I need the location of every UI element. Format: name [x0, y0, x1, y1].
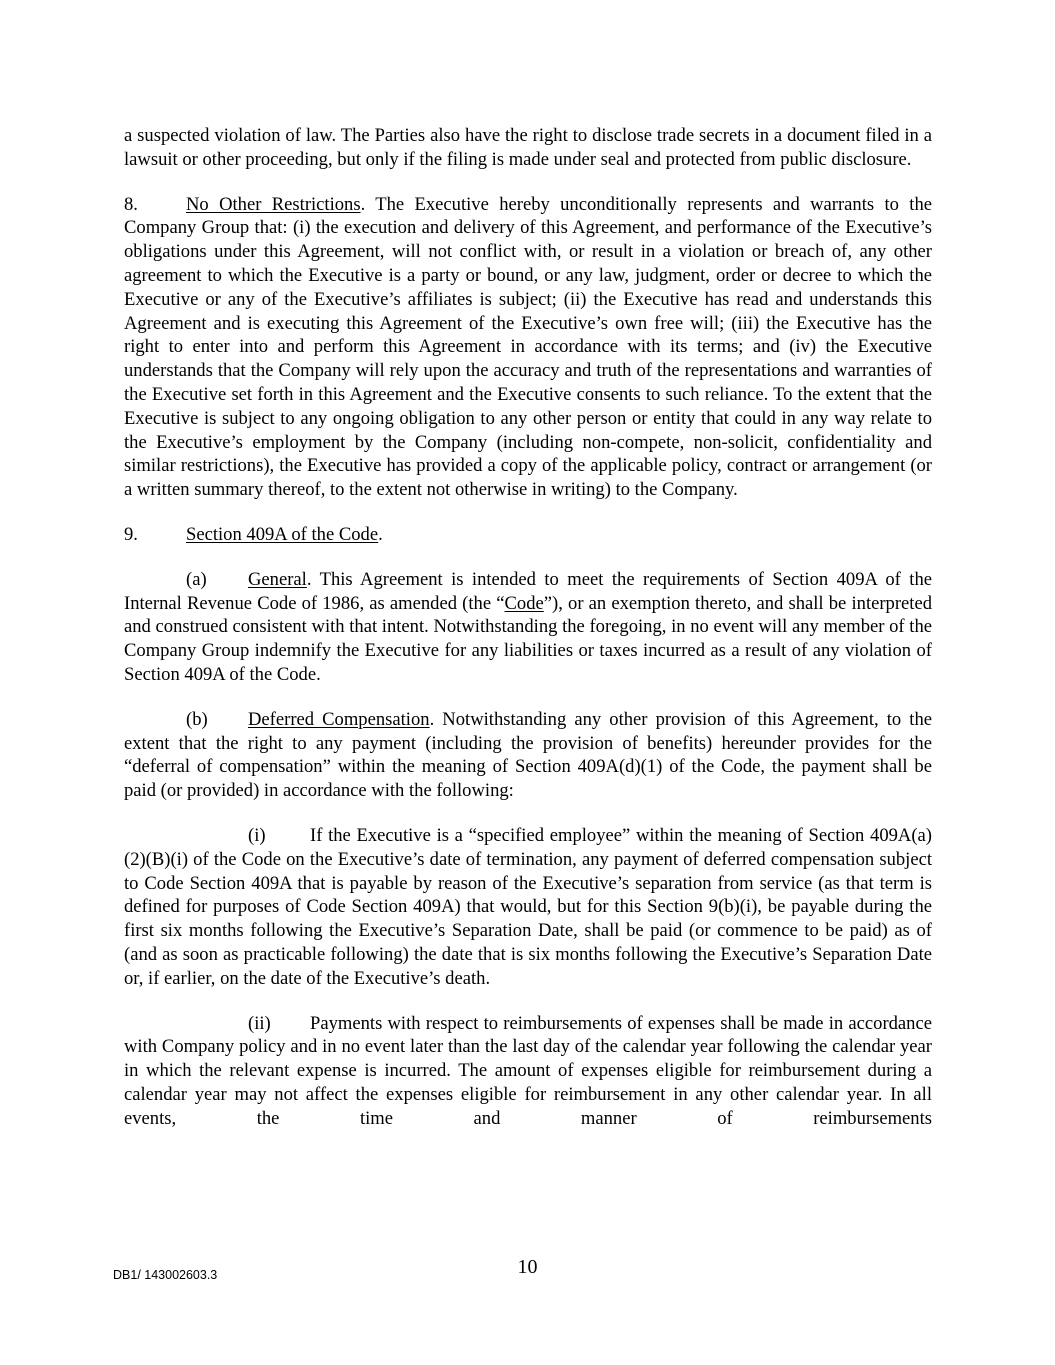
- section-9b-ii-number: (ii): [248, 1012, 271, 1034]
- section-9-number: 9.: [124, 523, 138, 545]
- section-9a-body-1: . This Agreement is intended to meet the requirements of Section 409A of the Internal Revenue Code of 1986, as amended (the “: [124, 568, 932, 614]
- section-9b-i: [124, 824, 932, 991]
- section-9b-i-number: (i): [248, 824, 266, 846]
- document-body: [124, 124, 932, 1130]
- section-9a-heading: General: [248, 568, 307, 590]
- section-9-heading: Section 409A of the Code: [186, 523, 379, 545]
- section-9b-i-body: If the Executive is a “specified employee” within the meaning of Section 409A(a)(2)(B)(i) of the Code on the Executive’s date of termination, any payment of deferred compensation subject to Code Section 409A that is payable by reason of the Executive’s separation from service (as that term is defined for purposes of Code Section 409A) that would, but for this Section 9(b)(i), be payable during the first six months following the Executive’s Separation Date, shall be paid (or commence to be paid) as of (and as soon as practicable following) the date that is six months following the Executive’s Separation Date or, if earlier, on the date of the Executive’s death.: [124, 824, 932, 989]
- section-9-heading-line: [124, 523, 932, 547]
- section-9b-ii-body: Payments with respect to reimbursements of expenses shall be made in accordance with Company policy and in no event later than the last day of the calendar year following the calendar year in which the relevant expense is incurred. The amount of expenses eligible for reimbursement during a calendar year may not affect the expenses eligible for reimbursement in any other calendar year. In all events, the time and manner of reimbursements: [124, 1012, 932, 1129]
- section-8-heading: No Other Restrictions: [186, 193, 361, 215]
- section-9b-ii: [124, 1012, 932, 1131]
- section-9b-number: (b): [186, 708, 208, 730]
- section-8: [124, 193, 932, 502]
- section-8-body: . The Executive hereby unconditionally represents and warrants to the Company Group that: (i) the execution and delivery of this Agreement, and performance of the Executive’s obligations under this Agreement, will not conflict with, or result in a violation or breach of, any other agreement to which the Executive is a party or bound, or any law, judgment, order or decree to which the Executive or any of the Executive’s affiliates is subject; (ii) the Executive has read and understands this Agreement and is executing this Agreement of the Executive’s own free will; (iii) the Executive has the right to enter into and perform this Agreement in accordance with its terms; and (iv) the Executive understands that the Company will rely upon the accuracy and truth of the representations and warranties of the Executive set forth in this Agreement and the Executive consents to such reliance. To the extent that the Executive is subject to any ongoing obligation to any other person or entity that could in any way relate to the Executive’s employment by the Company (including non-compete, non-solicit, confidentiality and similar restrictions), the Executive has provided a copy of the applicable policy, contract or arrangement (or a written summary thereof, to the extent not otherwise in writing) to the Company.: [124, 193, 933, 501]
- section-9a-body-2: ”), or an exemption thereto, and shall be interpreted and construed consistent with that intent. Notwithstanding the foregoing, in no event will any member of the Company Group indemnify the Executive for any liabilities or taxes incurred as a result of any violation of Section 409A of the Code.: [124, 592, 933, 685]
- continuation-text: a suspected violation of law. The Parties also have the right to disclose trade secrets in a document filed in a lawsuit or other proceeding, but only if the filing is made under seal and protected from public disclosure.: [124, 125, 932, 170]
- section-9a-number: (a): [186, 568, 207, 590]
- section-8-number: 8.: [124, 193, 138, 215]
- document-id: DB1/ 143002603.3: [113, 1268, 218, 1282]
- page-number: 10: [517, 1256, 538, 1278]
- section-9b-body: . Notwithstanding any other provision of this Agreement, to the extent that the right to any payment (including the provision of benefits) hereunder provides for the “deferral of compensation” within the meaning of Section 409A(d)(1) of the Code, the payment shall be paid (or provided) in accordance with the following:: [124, 708, 932, 802]
- section-9-heading-end: .: [378, 523, 383, 545]
- section-9b-heading: Deferred Compensation: [248, 708, 430, 730]
- section-9a: [124, 568, 932, 687]
- continuation-paragraph: [124, 124, 932, 172]
- section-9a-code-term: Code: [504, 592, 544, 614]
- section-9b: [124, 708, 932, 803]
